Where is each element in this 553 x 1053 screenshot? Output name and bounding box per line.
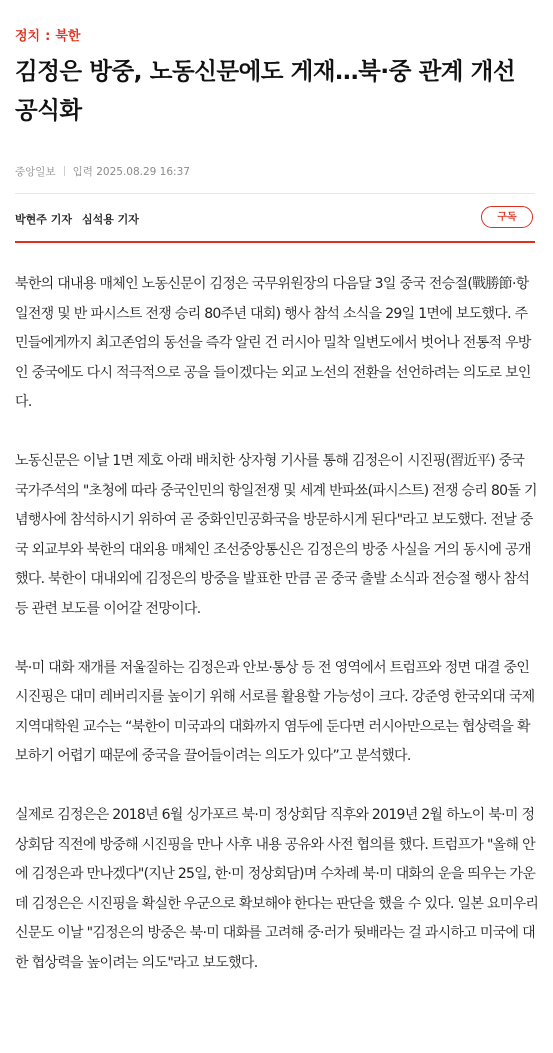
article-headline: 김정은 방중, 노동신문에도 게재…북·중 관계 개선 공식화 <box>15 57 516 124</box>
article-paragraph: 북·미 대화 재개를 저울질하는 김정은과 안보·통상 등 전 영역에서 트럼프와 정면 대결 중인 시진핑은 대미 레버리지를 높이기 위해 서로를 활용할 가능성이 크다. 강준영 한국외대 국제지역대학원 교수는 “북한이 미국과의 대화까지 염두에 둔다면 러시아만으로는 협상력을 확보하기 어렵기 때문에 중국을 끌어들이려는 의도가 있다”고 분석했다. <box>15 659 535 765</box>
breadcrumb-section[interactable]: 정치 <box>15 29 41 44</box>
breadcrumb <box>15 25 80 44</box>
news-source: 중앙일보 <box>15 166 56 178</box>
publish-date: 2025.08.29 16:37 <box>96 166 190 178</box>
article-paragraph: 북한의 대내용 매체인 노동신문이 김정은 국무위원장의 다음달 3일 중국 전승절(戰勝節·항일전쟁 및 반 파시스트 전쟁 승리 80주년 대회) 행사 참석 소식을 29일 1면에 보도했다. 주민들에게까지 최고존엄의 동선을 즉각 알린 건 러시아 밀착 일변도에서 벗어나 전통적 우방인 중국에도 다시 적극적으로 공을 들이겠다는 외교 노선의 전환을 선언하려는 의도로 보인다. <box>15 276 531 411</box>
article-meta <box>15 164 190 179</box>
reporter-list <box>15 211 149 227</box>
article-paragraph: 실제로 김정은은 2018년 6월 싱가포르 북·미 정상회담 직후와 2019년 2월 하노이 북·미 정상회담 직전에 방중해 시진핑을 만나 사후 내용 공유와 사전 협의를 했다. 트럼프가 "올해 안에 김정은과 만나겠다"(지난 25일, 한·미 정상회담)며 수차례 북·미 대화의 운을 띄우는 가운데 김정은은 시진핑을 확실한 우군으로 확보해야 한다는 판단을 했을 수 있다. 일본 요미우리신문도 이날 "김정은의 방중은 북·미 대화를 고려해 중·러가 뒷배라는 걸 과시하고 미국에 대한 협상력을 높이려는 의도"라고 보도했다. <box>15 806 539 971</box>
meta-divider-line <box>15 193 535 194</box>
meta-divider <box>64 166 65 176</box>
header-divider-red <box>15 241 535 243</box>
reporter-name[interactable]: 박현주 기자 <box>15 213 72 226</box>
subscribe-button[interactable]: 구독 <box>481 206 533 228</box>
reporter-name[interactable]: 심석용 기자 <box>81 213 139 226</box>
breadcrumb-separator: : <box>45 29 51 44</box>
article-paragraph: 노동신문은 이날 1면 제호 아래 배치한 상자형 기사를 통해 김정은이 시진핑(習近平) 중국 국가주석의 "초청에 따라 중국인민의 항일전쟁 및 세계 반파쑈(파시스트) 전쟁 승리 80돌 기념행사에 참석하시기 위하여 곧 중화인민공화국을 방문하시게 된다"라고 보도했다. 전날 중국 외교부와 북한의 대외용 매체인 조선중앙통신은 김정은의 방중 사실을 거의 동시에 공개했다. 북한이 대내외에 김정은의 방중을 발표한 만큼 곧 중국 출발 소식과 전승절 행사 참석 등 관련 보도를 이어갈 전망이다. <box>15 452 537 617</box>
article-body <box>15 270 540 1007</box>
date-label: 입력 <box>72 166 93 178</box>
breadcrumb-subsection[interactable]: 북한 <box>55 29 81 44</box>
